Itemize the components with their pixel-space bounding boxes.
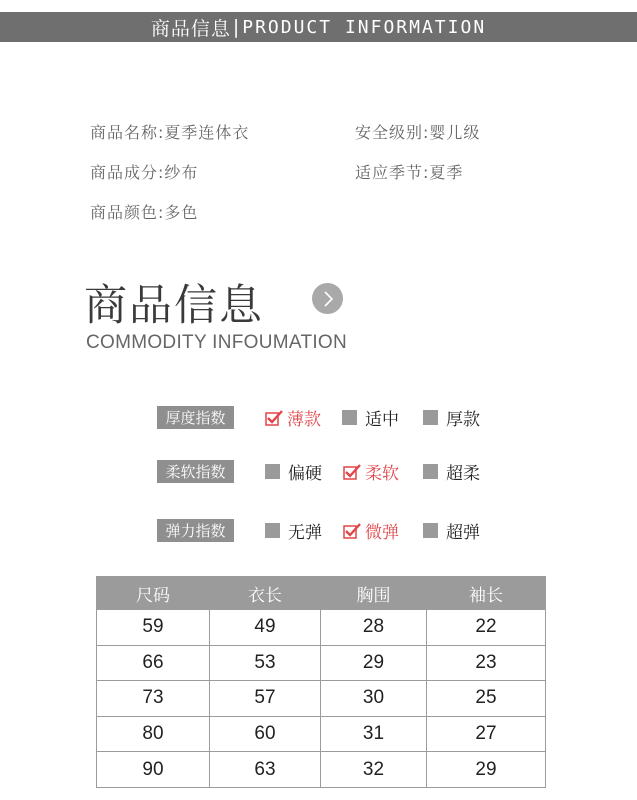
elasticity-index-label: 弹力指数 [157,519,234,542]
info-value: 纱布 [164,163,199,182]
option-label: 偏硬 [288,464,322,484]
header-length: 衣长 [210,577,321,610]
option-label: 微弹 [365,523,399,543]
softness-option-hard [265,459,322,484]
option-label: 超柔 [446,464,480,484]
banner-title-en: PRODUCT INFORMATION [242,16,487,38]
section-title: 商品信息 [84,281,264,331]
check-icon [343,523,361,539]
info-label: 适应季节: [355,163,430,182]
option-label: 适中 [365,410,399,430]
info-label: 安全级别: [355,123,430,142]
header-sleeve: 袖长 [427,577,546,610]
chevron-right-icon [312,283,343,314]
option-label: 超弹 [446,523,480,543]
table-row [97,645,546,681]
table-cell: 73 [97,681,210,717]
header-chest: 胸围 [321,577,427,610]
info-value: 夏季连体衣 [164,123,250,142]
banner-title-cn: 商品信息 [150,17,231,40]
elasticity-option-slight [343,518,399,543]
table-cell: 30 [321,681,427,717]
table-cell: 60 [210,716,321,752]
checkbox-square-icon [265,523,280,538]
table-cell: 66 [97,645,210,681]
info-product-name [90,120,249,143]
thickness-index-label: 厚度指数 [157,406,234,429]
table-header-row [97,577,546,610]
info-label: 商品名称: [90,123,165,142]
thickness-option-medium [342,405,399,430]
info-label: 商品成分: [90,163,165,182]
check-icon [265,410,283,426]
section-subtitle: COMMODITY INFOUMATION [86,332,348,353]
table-row [97,752,546,788]
elasticity-option-none [265,518,322,543]
info-safety-level [355,120,480,143]
info-value: 多色 [164,203,199,222]
option-label: 薄款 [287,410,321,430]
banner-separator: | [232,16,241,38]
info-label: 商品颜色: [90,203,165,222]
table-row [97,716,546,752]
check-icon [343,464,361,480]
top-banner [0,12,637,42]
checkbox-square-icon [423,410,438,425]
info-value: 夏季 [429,163,464,182]
softness-index-label: 柔软指数 [157,460,234,483]
table-cell: 25 [427,681,546,717]
option-label: 无弹 [288,523,322,543]
thickness-option-thin [265,405,321,430]
info-color [90,200,198,223]
table-cell: 28 [321,610,427,646]
info-season [355,160,463,183]
checkbox-square-icon [423,523,438,538]
table-cell: 22 [427,610,546,646]
table-cell: 23 [427,645,546,681]
table-cell: 49 [210,610,321,646]
checkbox-square-icon [423,464,438,479]
table-cell: 57 [210,681,321,717]
info-material [90,160,198,183]
table-cell: 29 [321,645,427,681]
thickness-option-thick [423,405,480,430]
table-cell: 90 [97,752,210,788]
info-value: 婴儿级 [429,123,481,142]
table-cell: 63 [210,752,321,788]
softness-option-ultra-soft [423,459,480,484]
elasticity-option-high [423,518,480,543]
table-cell: 53 [210,645,321,681]
table-cell: 29 [427,752,546,788]
header-size: 尺码 [97,577,210,610]
table-cell: 80 [97,716,210,752]
checkbox-square-icon [342,410,357,425]
table-cell: 31 [321,716,427,752]
table-row [97,681,546,717]
option-label: 厚款 [446,410,480,430]
option-label: 柔软 [365,464,399,484]
table-cell: 59 [97,610,210,646]
table-row [97,610,546,646]
table-cell: 27 [427,716,546,752]
size-table [96,576,546,788]
softness-option-soft [343,459,399,484]
checkbox-square-icon [265,464,280,479]
table-cell: 32 [321,752,427,788]
